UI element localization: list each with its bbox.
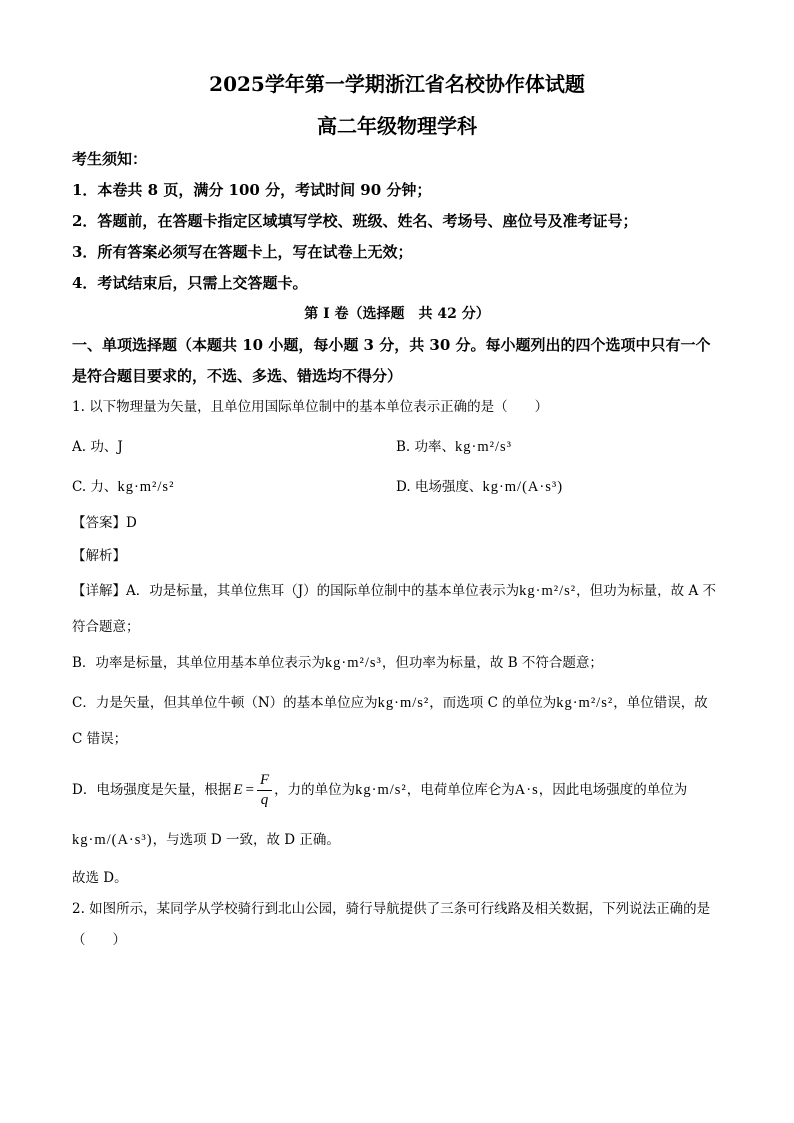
explanation-d: [72, 765, 722, 865]
formula-numerator: F: [257, 773, 272, 791]
explanation-text: ，与选项 D 一致，故 D 正确。: [152, 832, 340, 848]
explanation-unit: kg·m/s²: [355, 782, 407, 798]
question-1-options: [72, 427, 722, 507]
explanation-text: C．力是矢量，但其单位牛顿（N）的基本单位应为: [72, 695, 378, 711]
explanation-text: ，单位错误，故 C 错误；: [72, 695, 708, 747]
explanation-text: ，电荷单位库仑为: [406, 782, 515, 798]
section-instructions: 一、单项选择题（本题共 10 小题，每小题 3 分，共 30 分。每小题列出的四个选项中只有一个是符合题目要求的，不选、多选、错选均不得分）: [72, 336, 711, 385]
option-b: [396, 427, 722, 467]
exam-notice: [72, 144, 722, 299]
notice-item: 2．答题前，在答题卡指定区域填写学校、班级、姓名、考场号、座位号及准考证号；: [72, 212, 638, 230]
notice-item: 3．所有答案必须写在答题卡上，写在试卷上无效；: [72, 243, 413, 261]
explanation-text: ，因此电场强度的单位为: [538, 782, 688, 798]
explanation-c: [72, 685, 722, 757]
answer-line: 【答案】D: [72, 515, 137, 531]
option-b-unit: kg·m²/s³: [455, 439, 512, 455]
formula-equals: =: [245, 782, 254, 798]
notice-item: 4．考试结束后，只需上交答题卡。: [72, 274, 308, 292]
explanation-text: D．电场强度是矢量，根据: [72, 782, 232, 798]
option-d-label: D. 电场强度、: [396, 479, 483, 495]
exam-title: 2025学年第一学期浙江省名校协作体试题: [209, 72, 585, 96]
explanation-text: ，力的单位为: [274, 782, 356, 798]
option-c-label: C. 力、: [72, 479, 118, 495]
conclusion-line: 故选 D。: [72, 870, 128, 886]
explanation-text: 【详解】A．功是标量，其单位焦耳（J）的国际单位制中的基本单位表示为: [72, 583, 520, 599]
formula-denominator: q: [260, 792, 269, 808]
exam-subject: 高二年级物理学科: [317, 114, 477, 138]
section-title: 第 I 卷（选择题 共 42 分）: [304, 306, 490, 322]
notice-item: 1．本卷共 8 页，满分 100 分，考试时间 90 分钟；: [72, 181, 432, 199]
option-a: [72, 427, 396, 467]
page-content: [72, 70, 722, 956]
option-c-unit: kg·m²/s²: [117, 479, 175, 495]
explanation-text: ，但功率为标量，故 B 不符合题意；: [381, 655, 603, 671]
analysis-heading: 【解析】: [72, 548, 126, 564]
explanation-text: ，而选项 C 的单位为: [429, 695, 557, 711]
question-1-stem: 1. 以下物理量为矢量，且单位用国际单位制中的基本单位表示正确的是（ ）: [72, 399, 549, 415]
explanation-b: [72, 645, 722, 681]
explanation-unit: kg·m/s²: [377, 695, 430, 711]
explanation-text: ，但功为标量，故 A 不符合题意；: [72, 583, 716, 635]
formula-lhs: E: [233, 782, 243, 798]
option-c: [72, 467, 396, 507]
option-a-label: A. 功、J: [72, 439, 123, 455]
question-2-stem: 2. 如图所示，某同学从学校骑行到北山公园，骑行导航提供了三条可行线路及相关数据，下列说法正确的是（ ）: [72, 901, 711, 948]
notice-heading: 考生须知：: [72, 150, 148, 168]
explanation-unit: kg·m/(A·s³): [72, 832, 153, 848]
explanation-a: [72, 573, 722, 645]
option-b-label: B. 功率、: [396, 439, 456, 455]
formula-fraction: [257, 773, 272, 808]
explanation-text: B．功率是标量，其单位用基本单位表示为: [72, 655, 325, 671]
explanation-unit: kg·m²/s³: [324, 655, 382, 671]
option-d-unit: kg·m/(A·s³): [482, 479, 564, 495]
option-d: [396, 467, 722, 507]
explanation-unit: kg·m²/s²: [519, 583, 577, 599]
field-strength-formula: [233, 773, 272, 808]
explanation-unit: A·s: [514, 782, 539, 798]
explanation-unit: kg·m²/s²: [556, 695, 614, 711]
